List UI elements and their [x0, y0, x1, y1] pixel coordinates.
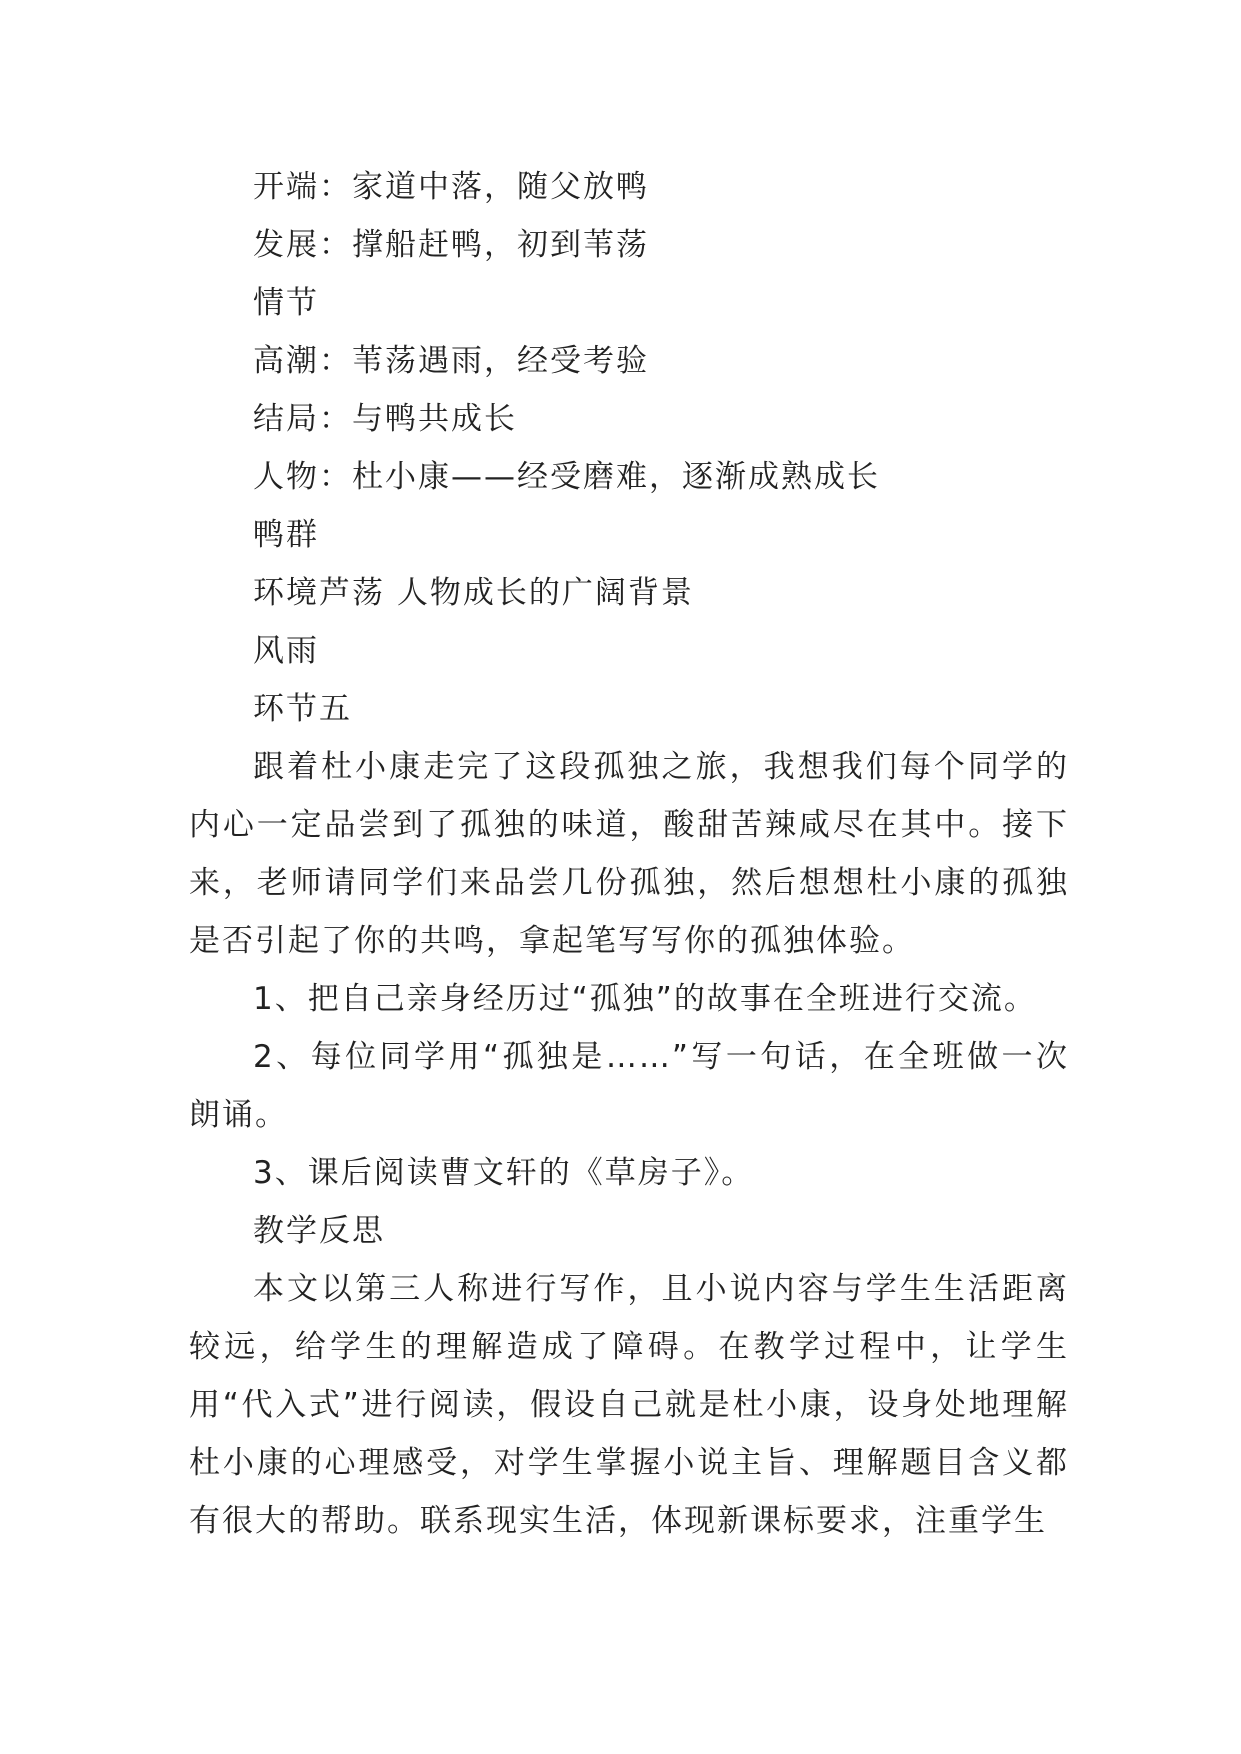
environment-storm-line: 风雨 — [253, 633, 319, 669]
character-line: 人物：杜小康——经受磨难，逐渐成熟成长 — [253, 459, 880, 495]
environment-reeds-line: 环境芦荡 人物成长的广阔背景 — [253, 575, 694, 611]
plot-climax-line: 高潮：苇荡遇雨，经受考验 — [253, 343, 649, 379]
plot-beginning-line: 开端：家道中落，随父放鸭 — [253, 169, 649, 205]
plot-ending-line: 结局：与鸭共成长 — [253, 401, 517, 437]
activity-item-1: 1、把自己亲身经历过“孤独”的故事在全班进行交流。 — [253, 981, 1037, 1017]
activity-item-3: 3、课后阅读曹文轩的《草房子》。 — [253, 1155, 755, 1191]
environment-ducks-line: 鸭群 — [253, 517, 319, 553]
section-five-heading: 环节五 — [253, 691, 352, 727]
reflection-paragraph: 本文以第三人称进行写作，且小说内容与学生生活距离较远，给学生的理解造成了障碍。在教学过程中，让学生用“代入式”进行阅读，假设自己就是杜小康，设身处地理解杜小康的心理感受，对学生掌握小说主旨、理解题目含义都有很大的帮助。联系现实生活，体现新课标要求，注重学生 — [189, 1271, 1069, 1539]
document-body — [189, 158, 1069, 1550]
plot-label-line: 情节 — [253, 285, 319, 321]
lonely-journey-paragraph: 跟着杜小康走完了这段孤独之旅，我想我们每个同学的内心一定品尝到了孤独的味道，酸甜苦辣咸尽在其中。接下来，老师请同学们来品尝几份孤独，然后想想杜小康的孤独是否引起了你的共鸣，拿起笔写写你的孤独体验。 — [189, 749, 1069, 959]
activity-item-2: 2、每位同学用“孤独是……”写一句话，在全班做一次朗诵。 — [189, 1039, 1069, 1133]
plot-development-line: 发展：撑船赶鸭，初到苇荡 — [253, 227, 649, 263]
reflection-heading: 教学反思 — [253, 1213, 385, 1249]
